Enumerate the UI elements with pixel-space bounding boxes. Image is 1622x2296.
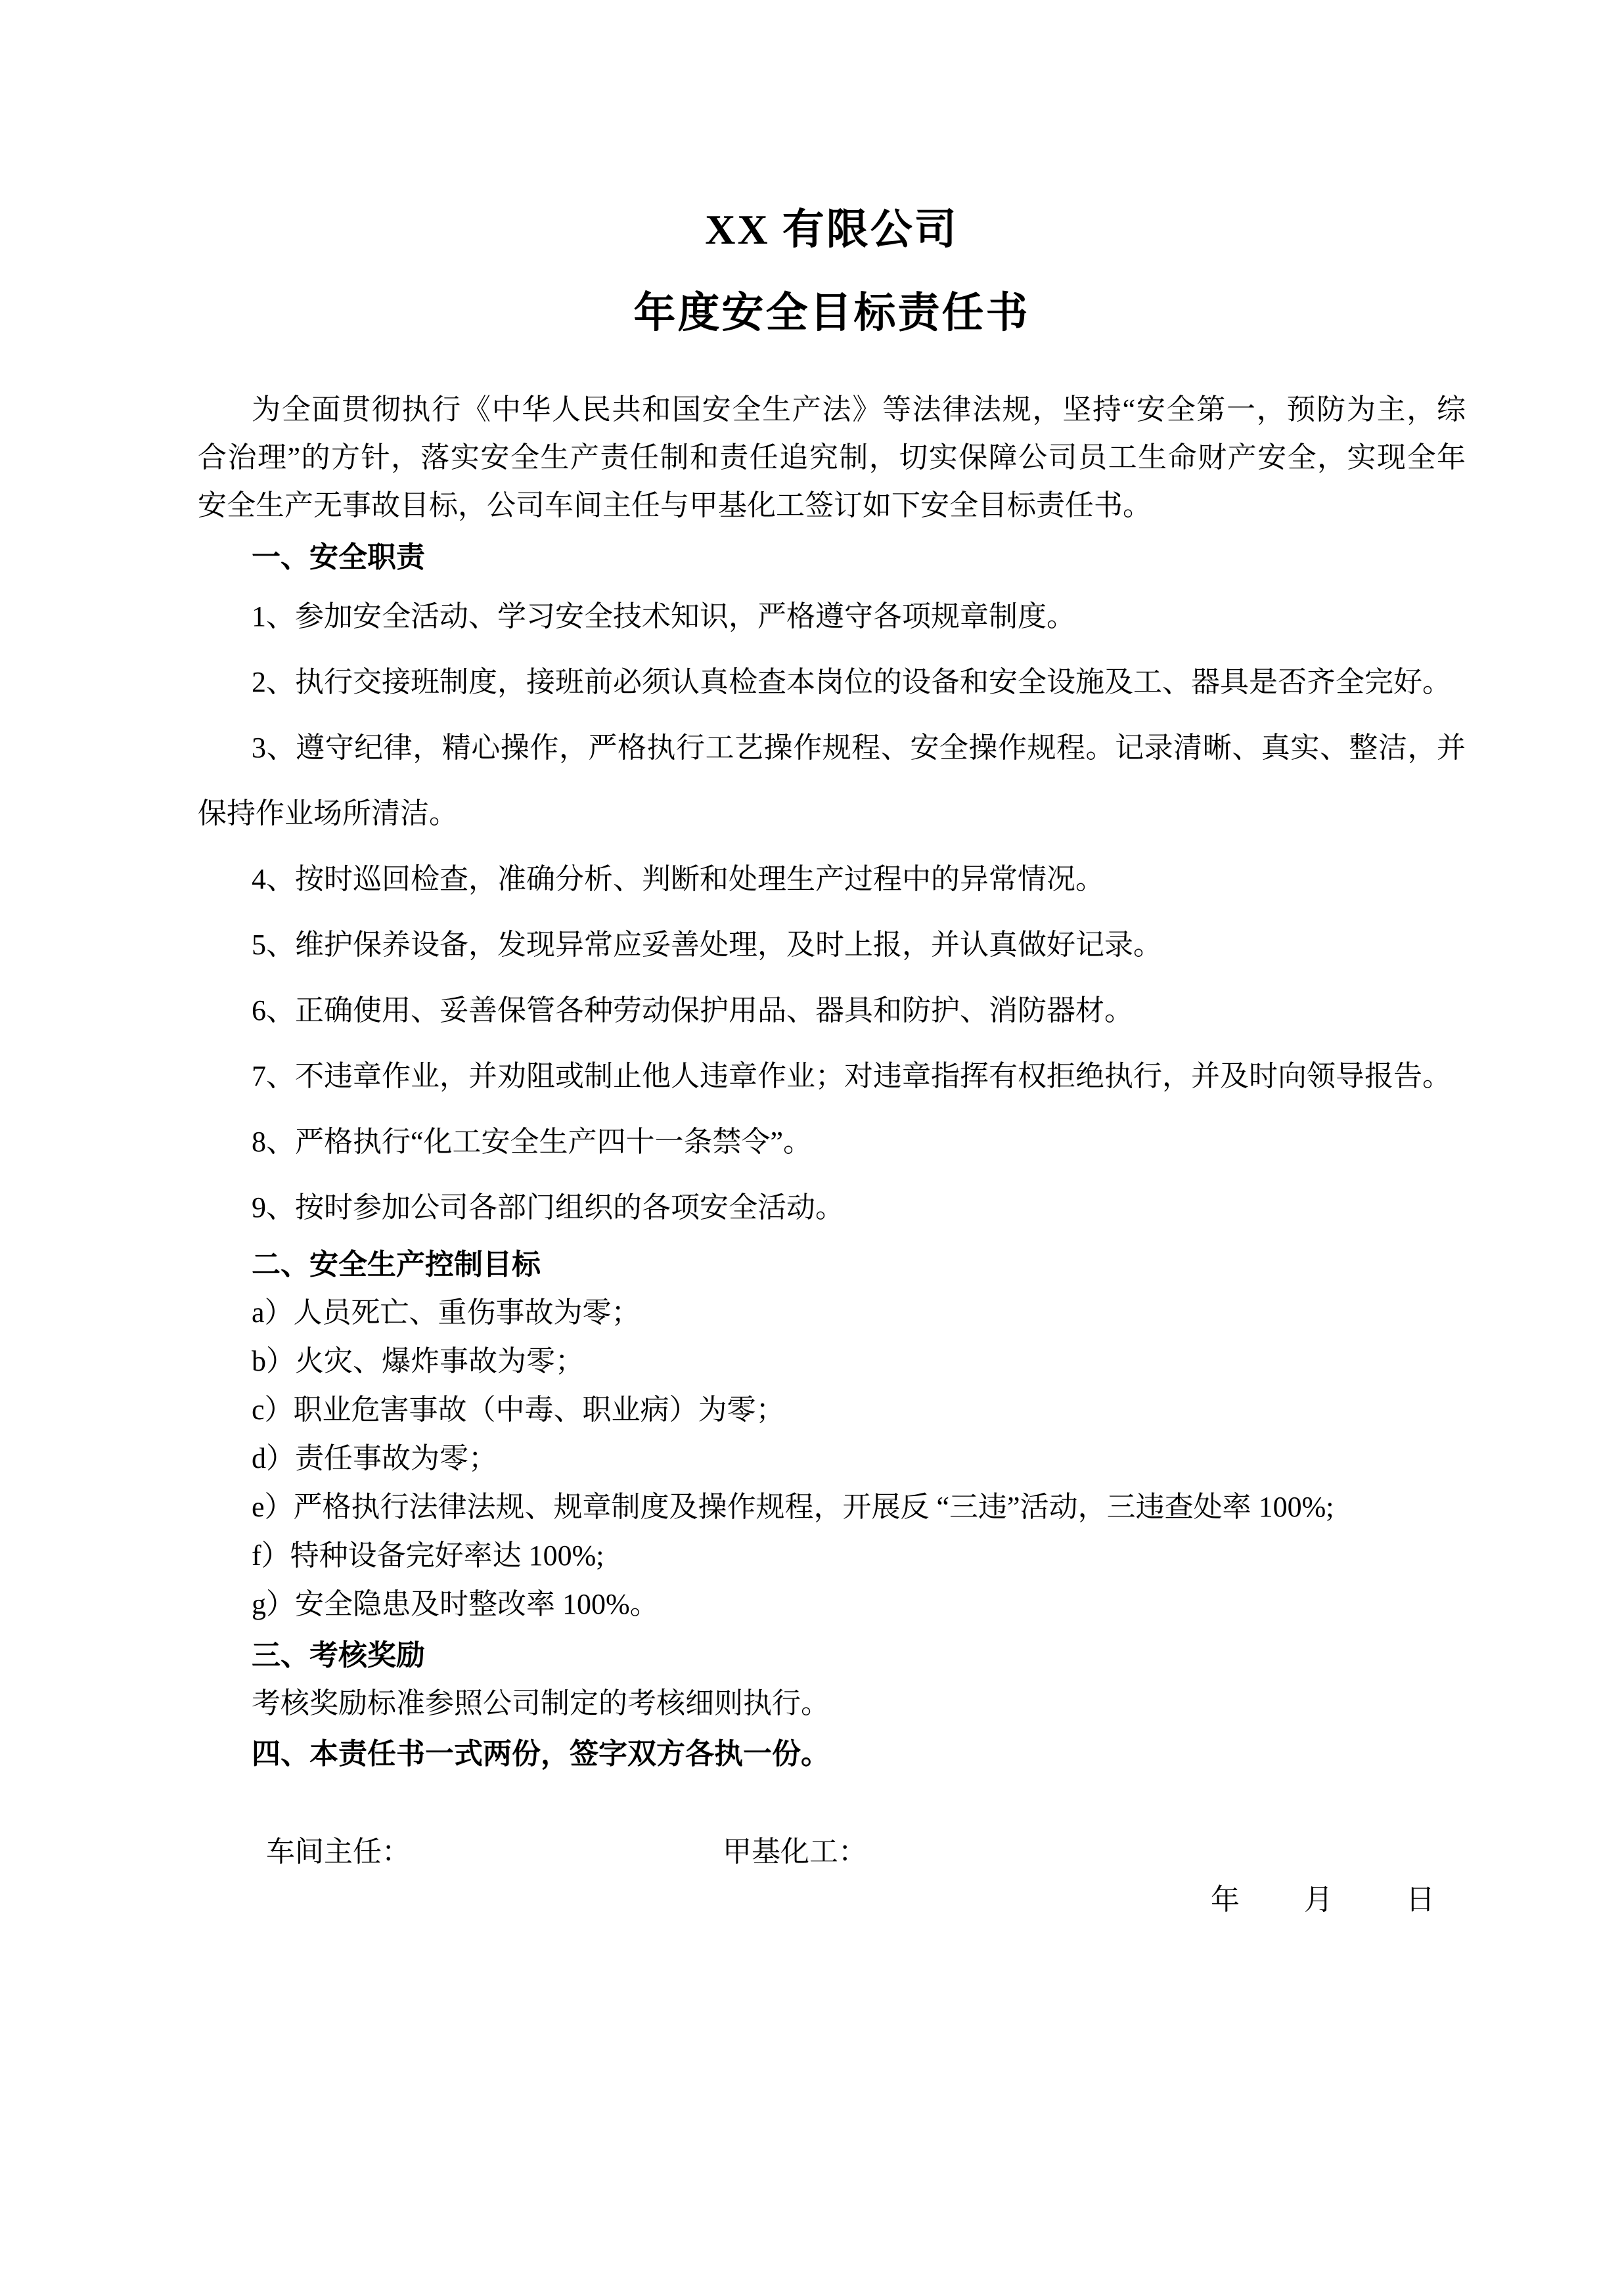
section1-item-8: 8、严格执行“化工安全生产四十一条禁令”。: [252, 1126, 813, 1158]
document-title: 年度安全目标责任书: [633, 290, 1030, 336]
intro-line-1: 为全面贯彻执行《中华人民共和国安全生产法》等法律法规，坚持“安全第一，预防为主，综: [252, 393, 1466, 426]
section2-item-c: c）职业危害事故（中毒、职业病）为零；: [252, 1394, 785, 1426]
section2-item-f: f）特种设备完好率达 100%;: [252, 1539, 604, 1572]
methyl-chemical-label: 甲基化工：: [723, 1836, 867, 1868]
section1-item-2: 2、执行交接班制度，接班前必须认真检查本岗位的设备和安全设施及工、器具是否齐全完好。: [252, 666, 1451, 698]
year-label: 年: [1211, 1884, 1240, 1916]
signature-row: [198, 1828, 1466, 1876]
intro-paragraph: [198, 386, 1466, 529]
workshop-director-label: 车间主任：: [266, 1836, 411, 1868]
date-row: [198, 1876, 1466, 1924]
section1-item-9: 9、按时参加公司各部门组织的各项安全活动。: [252, 1191, 844, 1224]
section1-item-7: 7、不违章作业，并劝阻或制止他人违章作业；对违章指挥有权拒绝执行，并及时向领导报告。: [252, 1060, 1451, 1092]
section1-item-3-line-2: 保持作业场所清洁。: [198, 797, 458, 829]
section1-item-4: 4、按时巡回检查，准确分析、判断和处理生产过程中的异常情况。: [252, 863, 1104, 895]
document-content: [198, 0, 1466, 1924]
section1-items: [198, 584, 1466, 1241]
section2-item-b: b）火灾、爆炸事故为零；: [252, 1345, 584, 1377]
day-label: 日: [1406, 1884, 1435, 1916]
section2-item-g: g）安全隐患及时整改率 100%。: [252, 1588, 659, 1620]
section2-item-a: a）人员死亡、重伤事故为零；: [252, 1296, 641, 1329]
month-label: 月: [1304, 1884, 1333, 1916]
section2-item-d: d）责任事故为零；: [252, 1442, 497, 1474]
intro-line-2: 合治理”的方针，落实安全生产责任制和责任追究制，切实保障公司员工生命财产安全，实现全年: [198, 441, 1466, 474]
section4-heading: 四、本责任书一式两份，签字双方各执一份。: [252, 1738, 830, 1770]
section1-item-5: 5、维护保养设备，发现异常应妥善处理，及时上报，并认真做好记录。: [252, 929, 1162, 961]
company-title: XX 有限公司: [705, 206, 958, 253]
section2-items: [198, 1289, 1466, 1629]
intro-line-3: 安全生产无事故目标，公司车间主任与甲基化工签订如下安全目标责任书。: [198, 489, 1152, 521]
section2-heading: 二、安全生产控制目标: [252, 1248, 541, 1281]
section3-body: 考核奖励标准参照公司制定的考核细则执行。: [252, 1687, 830, 1719]
section1-item-1: 1、参加安全活动、学习安全技术知识，严格遵守各项规章制度。: [252, 600, 1075, 632]
section1-heading: 一、安全职责: [252, 541, 425, 573]
section1-item-3-line-1: 3、遵守纪律，精心操作，严格执行工艺操作规程、安全操作规程。记录清晰、真实、整洁，并: [252, 732, 1466, 764]
section1-item-6: 6、正确使用、妥善保管各种劳动保护用品、器具和防护、消防器材。: [252, 994, 1133, 1027]
section3-heading: 三、考核奖励: [252, 1639, 425, 1671]
section2-item-e: e）严格执行法律法规、规章制度及操作规程，开展反 “三违”活动，三违查处率 100%;: [252, 1491, 1334, 1523]
